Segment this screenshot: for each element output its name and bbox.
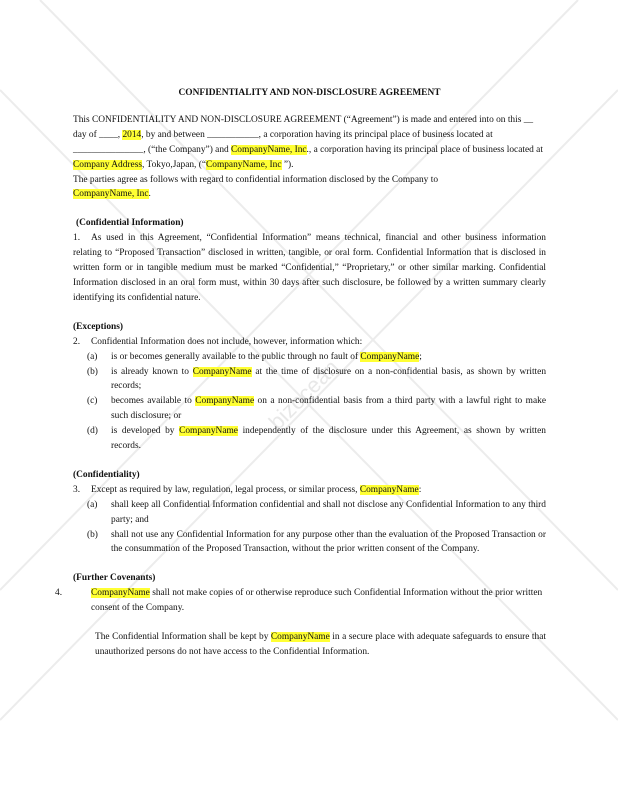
section-heading-confidentiality: (Confidentiality) xyxy=(73,469,140,480)
list-item: (b) shall not use any Confidential Information for any purpose other than the evaluation of the Proposed Transaction or the consummation of the Proposed Transaction, without the prior written consent of the Company. xyxy=(87,529,546,555)
section-4-paragraph-2: The Confidential Information shall be kept by CompanyName in a secure place with adequate safeguards to ensure that unauthorized persons do not have access to the Confidential Information. xyxy=(95,632,546,657)
highlight-company-name: CompanyName xyxy=(192,366,252,377)
highlight-company-name: CompanyName xyxy=(179,426,238,437)
highlight-company-name: CompanyName xyxy=(270,632,330,643)
section-heading-further-covenants: (Further Covenants) xyxy=(73,573,156,584)
intro-paragraph: This CONFIDENTIALITY AND NON-DISCLOSURE AGREEMENT (“Agreement”) is made and entered into on this __ day of ____, 2014, by and between ___________, a corporation having its principal place of business located at _______________, (“the Company”) and CompanyName, Inc., a corporation having its principal place of business located at Company Address, Tokyo,Japan, (“CompanyName, Inc ”). The parties agree as follows with regard to confidential information disclosed by the Company to CompanyName, Inc. xyxy=(73,114,543,200)
highlight-company-name: CompanyName xyxy=(91,588,150,599)
list-item: (a) is or becomes generally available to the public through no fault of CompanyName; xyxy=(87,351,422,362)
highlight-company-name: CompanyName xyxy=(359,484,419,495)
list-item: (a) shall keep all Confidential Information confidential and shall not disclose any Confidential Information to any third party; and xyxy=(87,499,546,525)
highlight-company-name: CompanyName, Inc xyxy=(231,144,307,155)
confidentiality-list xyxy=(73,498,546,558)
section-heading-exceptions: (Exceptions) xyxy=(73,321,123,332)
highlight-company-name: CompanyName xyxy=(195,396,255,407)
highlight-company-name: CompanyName, Inc xyxy=(206,159,282,170)
highlight-company-address: Company Address xyxy=(73,159,143,170)
highlight-company-name: CompanyName, Inc xyxy=(73,189,149,200)
watermark-text: bizocean xyxy=(263,354,344,435)
section-3-lead: 3. Except as required by law, regulation, legal process, or similar process, CompanyName: xyxy=(73,484,422,495)
highlight-year: 2014 xyxy=(122,129,142,140)
list-item: (b) is already known to CompanyName at the time of disclosure on a non-confidential basis, as shown by written records; xyxy=(87,366,547,392)
exceptions-list xyxy=(73,350,546,454)
section-heading-confidential-information: (Confidential Information) xyxy=(76,218,184,229)
agreement-body xyxy=(55,86,547,660)
highlight-company-name: CompanyName xyxy=(360,351,420,362)
document-title: CONFIDENTIALITY AND NON-DISCLOSURE AGREEMENT xyxy=(178,88,441,98)
section-2-lead: 2. Confidential Information does not include, however, information which: xyxy=(73,336,363,347)
list-item: (c) becomes available to CompanyName on a non-confidential basis from a third party with a lawful right to make such disclosure; or xyxy=(87,396,546,422)
section-1-text: 1. As used in this Agreement, “Confidential Information” means technical, financial and other business information relating to “Proposed Transaction” disclosed in written, tangible, or oral form. Confidential Information that is disclosed in written form or in tangible medium must be marked “Confidential,” “Proprietary,” or other similar marking. Confidential Information disclosed in an oral form must, within 30 days after such disclosure, be followed by a written summary clearly identifying its confidential nature. xyxy=(73,233,546,303)
section-4-text: 4. CompanyName shall not make copies of or otherwise reproduce such Confidential Information without the prior written consent of the Company. xyxy=(55,588,543,614)
list-item: (d) is developed by CompanyName independently of the disclosure under this Agreement, as shown by written records. xyxy=(87,426,546,452)
